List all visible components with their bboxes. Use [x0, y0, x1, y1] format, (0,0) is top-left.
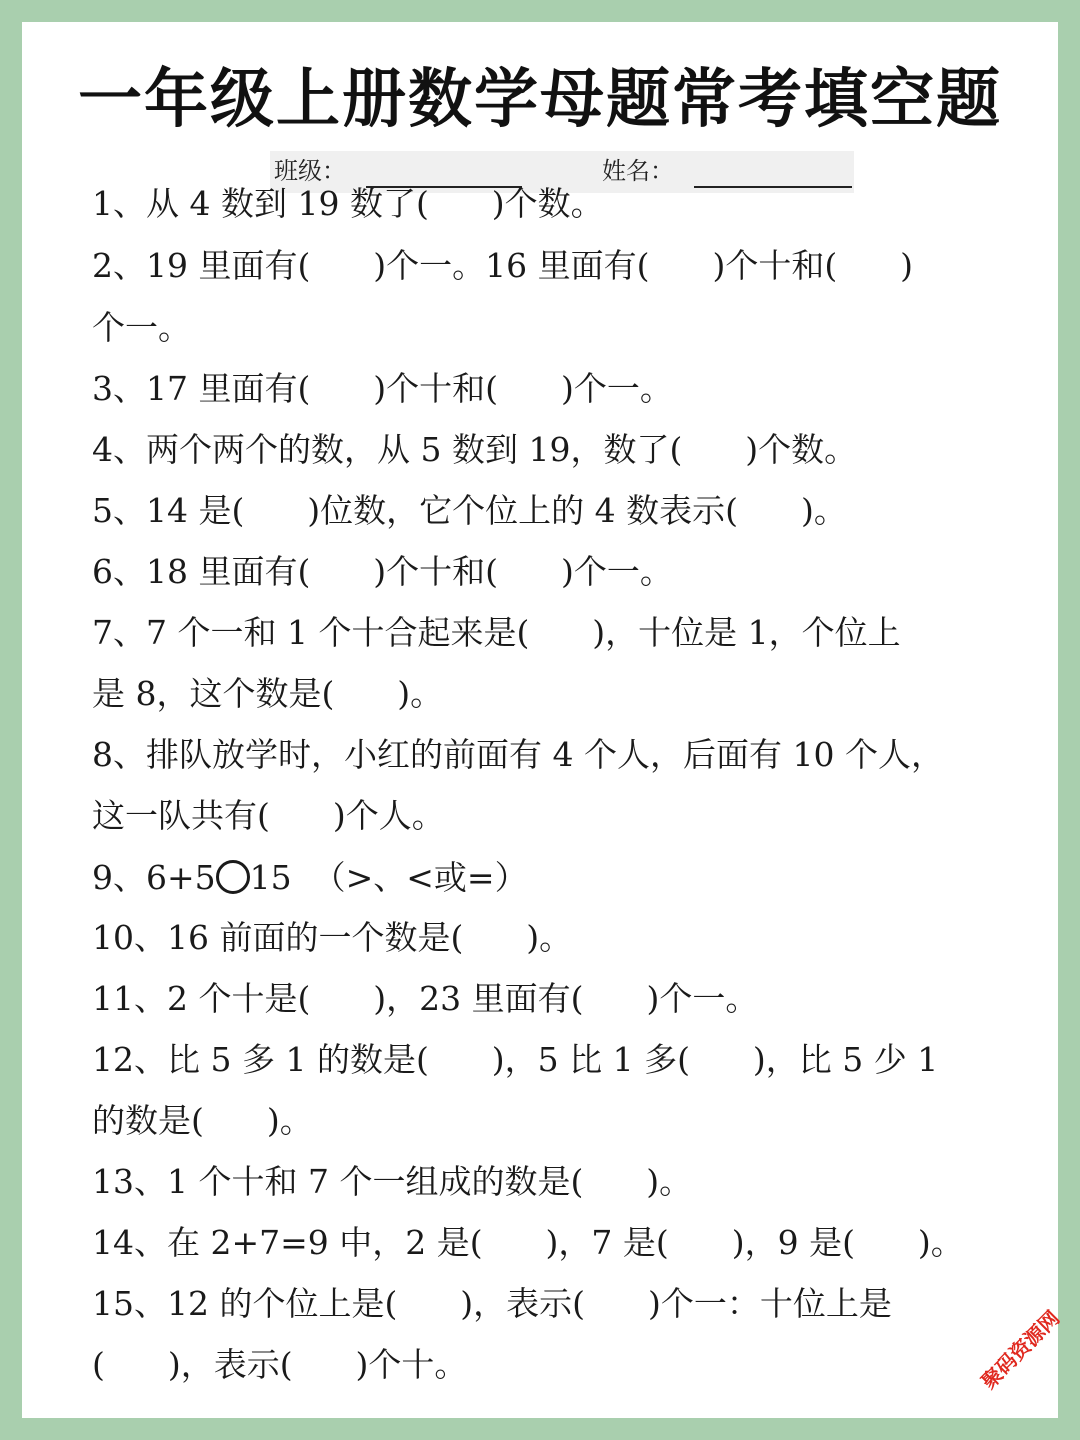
question-9 [92, 858, 1042, 897]
question-3: 3、17 里面有( )个十和( )个一。 [92, 369, 673, 408]
question-9-rest: 15 （>、<或=） [249, 858, 528, 897]
name-label: 姓名： [602, 157, 674, 185]
question-7: 7、7 个一和 1 个十合起来是( )，十位是 1，个位上 [92, 613, 901, 652]
question-1: 1、从 4 数到 19 数了( )个数。 [92, 184, 604, 223]
question-13: 13、1 个十和 7 个一组成的数是( )。 [92, 1162, 693, 1201]
question-11: 11、2 个十是( )，23 里面有( )个一。 [92, 979, 759, 1018]
question-7-continued: 是 8，这个数是( )。 [92, 674, 444, 713]
question-4: 4、两个两个的数，从 5 数到 19，数了( )个数。 [92, 430, 858, 469]
worksheet-title: 一年级上册数学母题常考填空题 [78, 63, 1002, 137]
question-14: 14、在 2+7=9 中，2 是( )，7 是( )，9 是( )。 [92, 1223, 964, 1262]
question-8-continued: 这一队共有( )个人。 [92, 796, 445, 835]
compare-circle [216, 860, 250, 894]
question-8: 8、排队放学时，小红的前面有 4 个人，后面有 10 个人， [92, 735, 944, 774]
class-label: 班级： [274, 157, 346, 185]
question-9-expression: 9、6+5 [92, 858, 216, 897]
question-6: 6、18 里面有( )个十和( )个一。 [92, 552, 673, 591]
question-5: 5、14 是( )位数，它个位上的 4 数表示( )。 [92, 491, 847, 530]
question-2: 2、19 里面有( )个一。16 里面有( )个十和( ) [92, 246, 914, 285]
question-10: 10、16 前面的一个数是( )。 [92, 918, 573, 957]
question-12-continued: 的数是( )。 [92, 1101, 313, 1140]
question-15: 15、12 的个位上是( )，表示( )个一：十位上是 [92, 1284, 892, 1323]
question-15-continued: ( )，表示( )个十。 [92, 1345, 468, 1384]
question-list [22, 22, 1058, 1418]
question-2-continued: 个一。 [92, 308, 191, 347]
question-12: 12、比 5 多 1 的数是( )，5 比 1 多( )，比 5 少 1 [92, 1040, 939, 1079]
watermark-text: 聚码资源网 [976, 1305, 1065, 1394]
worksheet-page [22, 22, 1058, 1418]
